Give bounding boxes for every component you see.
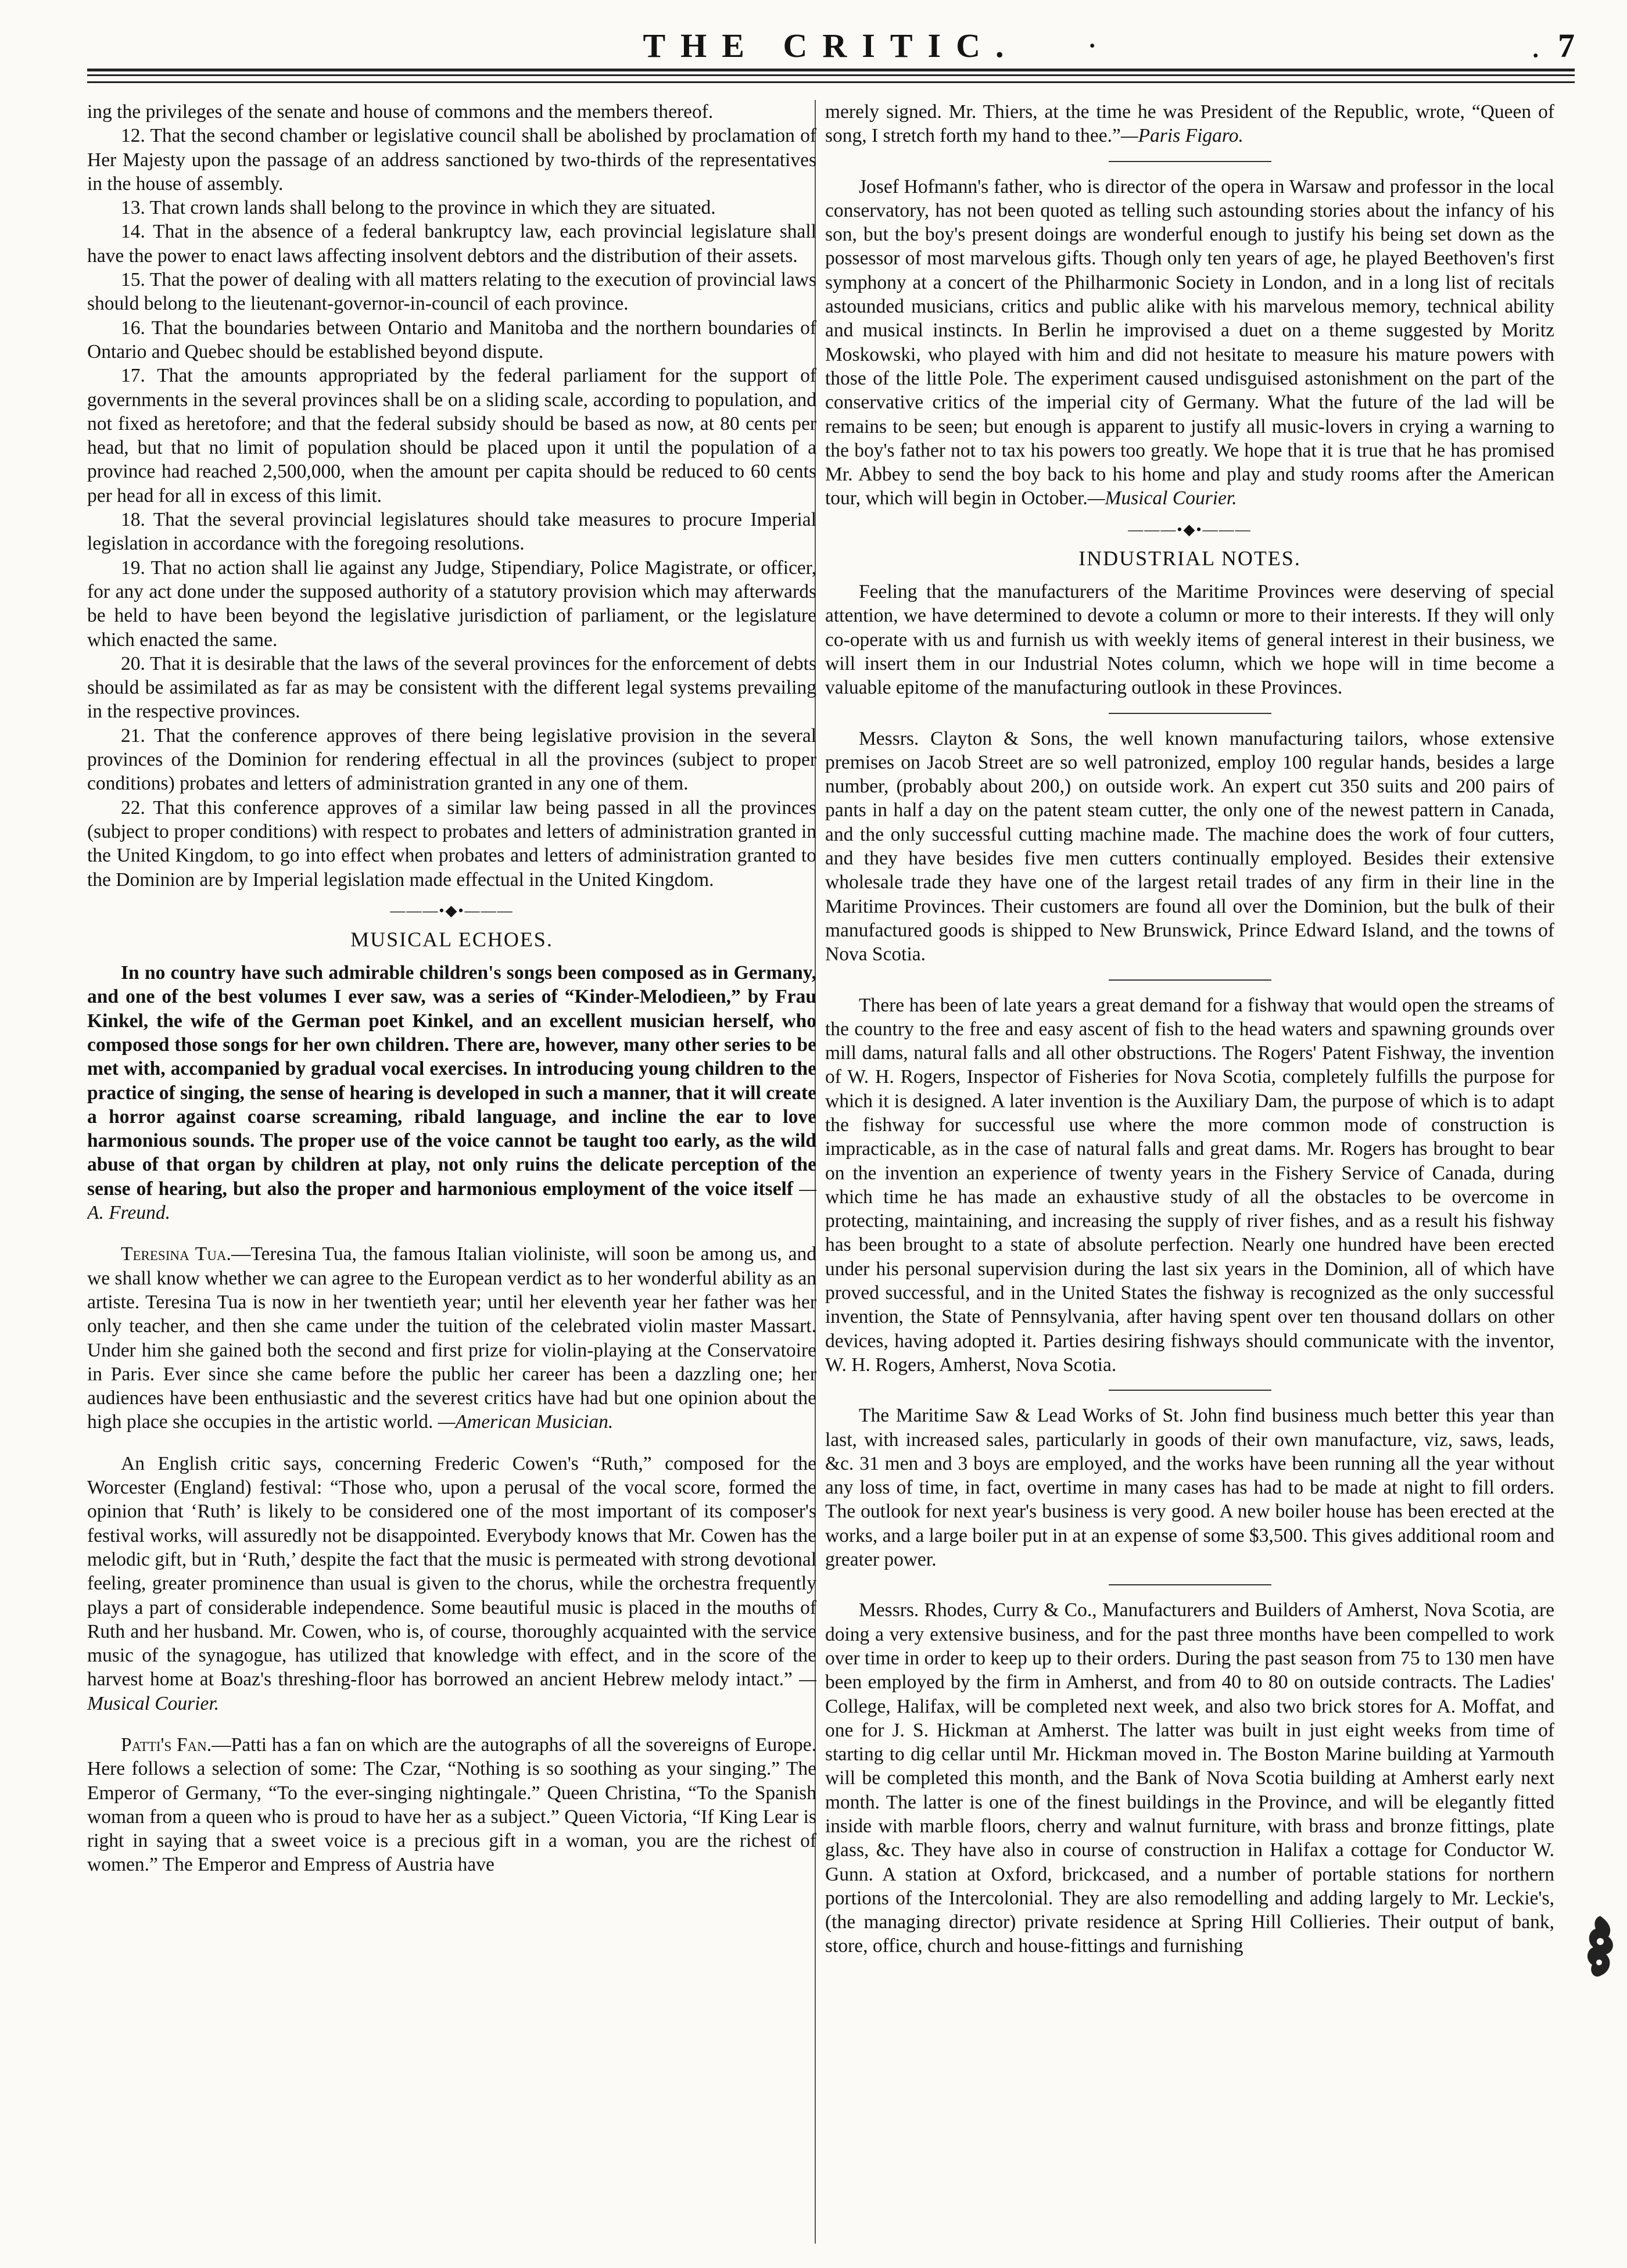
section-ornament: ———•◆•——— [390,902,514,919]
separator-rule [1109,713,1271,714]
page-number: 7 [1558,27,1575,64]
tua-signature: —American Musician. [438,1411,614,1433]
echoes-signature: —A. Freund. [87,1178,816,1224]
musical-echoes-heading: MUSICAL ECHOES. [350,927,553,951]
tua-runin: Teresina Tua. [121,1243,231,1265]
hofmann-signature: —Musical Courier. [1087,487,1237,509]
hofmann-paragraph: Josef Hofmann's father, who is director of the opera in Warsaw and professor in the local conservatory, has not been quoted as telling such astounding stories about the infancy of his son, but the boy's present doings are wonderful enough to justify his being set down as the possessor of most marvelous gifts. Though only ten years of age, he played Beethoven's first symphony at a concert of the Philharmonic Society in London, and in a long list of recitals astounded musicians, critics and public alike with his marvelous memory, technical ability and musical instincts. In Berlin he improvised a duet on a theme suggested by Moritz Moskowski, who played with him and did not hesitate to measure his mature powers with those of the little Pole. The experiment caused undisguised astonishment on the part of the conservative critics of the imperial city of Germany. What the future of the lad will be remains to be seen; but enough is apparent to justify all music-lovers in crying a warning to the boy's father not to tax his powers too greatly. We hope that it is true that he has promised Mr. Abbey to send the boy back to his home and play and study rooms after the American tour, which will begin in October.—Musical Courier. [825,175,1554,509]
resolution-item: 19. That no action shall lie against any Judge, Stipendiary, Police Magistrate, or officer, for any act done under the supposed authority of a statutory provision which may afterwards be held to have been beyond the legislative jurisdiction of parliament, or the legislature which enacted the same. [87,557,816,651]
resolution-item: 20. That it is desirable that the laws of the several provinces for the enforcement of debts should be assimilated as far as may be consistent with the different legal systems prevailing in the respective provinces. [87,652,816,723]
margin-blot-icon [1583,1911,1618,1987]
patti-signature: —Paris Figaro. [1120,125,1243,147]
resolution-item: 17. That the amounts appropriated by the federal parliament for the support of governments in the several provinces shall be on a sliding scale, according to population, and not fixed as heretofore; and that the federal subsidy should be based as now, at 80 cents per head, but that no limit of population should be placed upon it until the population of a province had reached 2,500,000, when the amount per capita should be reduced to 60 cents per head for all in excess of this limit. [87,365,816,507]
industrial-intro: Feeling that the manufacturers of the Maritime Provinces were deserving of special attention, we have determined to devote a column or more to their interests. If they will only co-operate with us and furnish us with weekly items of general interest in their business, we will insert them in our Industrial Notes column, which we hope will in time become a valuable epitome of the manufacturing outlook in these Provinces. [825,581,1554,699]
resolution-item: 18. That the several provincial legislatures should take measures to procure Imperial legislation in accordance with the foregoing resolutions. [87,509,816,555]
masthead-rule-thin [87,81,1575,83]
patti-continued: merely signed. Mr. Thiers, at the time he was President of the Republic, wrote, “Queen of song, I stretch forth my hand to thee.”—Paris Figaro. [825,101,1554,147]
masthead-rule-top [87,69,1575,71]
resolutions-continued: ing the privileges of the senate and house of commons and the members thereof. [87,101,714,123]
resolution-item: 22. That this conference approves of a similar law being passed in all the provinces (subject to proper conditions) with respect to probates and letters of administration granted in the United Kingdom, to go into effect when probates and letters of administration granted to the Dominion are by Imperial legislation made effectual in the United Kingdom. [87,796,816,891]
masthead [87,28,1575,64]
separator-rule [1109,1390,1271,1391]
right-column [825,100,1554,2244]
cowen-paragraph: An English critic says, concerning Frederic Cowen's “Ruth,” composed for the Worcester (England) festival: “Those who, upon a perusal of the vocal score, formed the opinion that ‘Ruth’ is likely to be considered one of the most important of its composer's festival works, will assuredly not be disappointed. Everybody knows that Mr. Cowen has the melodic gift, but in ‘Ruth,’ despite the fact that the music is permeated with strong devotional feeling, greater prominence than usual is given to the chorus, while the orchestra frequently plays a part of considerable independence. Some beautiful music is placed in the mouths of Ruth and her husband. Mr. Cowen, who is, of course, thoroughly acquainted with the service music of the synagogue, has utilized that knowledge with effect, and in the score of the harvest home at Boaz's threshing-floor has borrowed an ancient Hebrew melody intact.” —Musical Courier. [87,1452,816,1714]
left-column [87,100,816,2244]
saw-works-paragraph: The Maritime Saw & Lead Works of St. John find business much better this year than last, with increased sales, particularly in goods of their own manufacture, viz, saws, leads, &c. 31 men and 3 boys are employed, and the works have been running all the year without any loss of time, in fact, overtime in many cases has had to be made at night to fill orders. The outlook for next year's business is very good. A new boiler house has been erected at the works, and a large boiler put in at an expense of some $3,500. This gives additional room and greater power. [825,1405,1554,1571]
separator-rule [1109,1584,1271,1585]
cowen-signature: —Musical Courier. [87,1668,816,1714]
resolution-item: 21. That the conference approves of there being legislative provision in the several provinces of the Dominion for rendering effectual in all the provinces (subject to proper conditions) probates and letters of administration granted in any one of them. [87,724,816,795]
resolution-item: 12. That the second chamber or legislative council shall be abolished by proclamation of Her Majesty upon the passage of an address sanctioned by two-thirds of the representatives in the house of assembly. [87,125,816,195]
resolution-item: 16. That the boundaries between Ontario and Manitoba and the northern boundaries of Ontario and Quebec should be established beyond dispute. [87,317,816,363]
echoes-paragraph: In no country have such admirable children's songs been composed as in Germany, and one of the best volumes I ever saw, was a series of “Kinder-Melodieen,” by Frau Kinkel, the wife of the German poet Kinkel, and an excellent musician herself, who composed those songs for her own children. There are, however, many other series to be met with, accompanied by gradual vocal exercises. In introducing young children to the practice of singing, the sense of hearing is developed in such a manner, that it will create a horror against coarse screaming, ribald language, and incline the ear to love harmonious sounds. The proper use of the voice cannot be taught too early, as the wild abuse of that organ by children at play, not only ruins the delicate perception of the sense of hearing, but also the proper and harmonious employment of the voice itself —A. Freund. [87,962,816,1224]
resolution-item: 15. That the power of dealing with all matters relating to the execution of provincial laws should belong to the lieutenant-governor-in-council of each province. [87,269,816,315]
clayton-paragraph: Messrs. Clayton & Sons, the well known manufacturing tailors, whose extensive premises on Jacob Street are so well patronized, employ 100 regular hands, besides a large number, (probably about 200,) on outside work. An expert cut 350 suits and 200 pairs of pants in half a day on the patent steam cutter, the only one of the newest pattern in Canada, and the only successful cutting machine made. The machine does the work of four cutters, and they have besides five men cutters continually employed. Besides their extensive wholesale trade they have one of the largest retail trades of any firm in their line in the Maritime Provinces. Their customers are found all over the Dominion, but the bulk of their manufactured goods is shipped to New Brunswick, Prince Edward Island, and the towns of Nova Scotia. [825,727,1554,966]
masthead-dot-2: . [1531,27,1540,64]
resolution-item: 13. That crown lands shall belong to the province in which they are situated. [121,197,716,219]
separator-rule [1109,979,1271,981]
resolution-item: 14. That in the absence of a federal bankruptcy law, each provincial legislature shall have the power to enact laws affecting insolvent debtors and the distribution of their assets. [87,221,816,267]
rhodes-paragraph: Messrs. Rhodes, Curry & Co., Manufacturers and Builders of Amherst, Nova Scotia, are doing a very extensive business, and for the past three months have been compelled to work over time in order to keep up to their orders. During the past season from 75 to 130 men have been employed by the firm in Amherst, and from 40 to 80 on outside contracts. The Ladies' College, Halifax, will be completed next week, and also two brick stores for A. Moffat, and one for J. S. Hickman at Amherst. The latter was built in just eight weeks from time of starting to dig cellar until Mr. Hickman moved in. The Boston Marine building at Yarmouth will be completed this month, and the Bank of Nova Scotia building at Amherst early next month. The latter is one of the finest buildings in the Province, and will be elegantly fitted inside with marble floors, cherry and walnut furniture, with brass and bronze fittings, plate glass, &c. They have also in course of construction in Halifax a cottage for Conductor W. Gunn. A station at Oxford, brickcased, and a number of portable stations for northern portions of the Intercolonial. They are also remodelling and adding largely to Mr. Leckie's, (the managing director) private residence at Spring Hill Collieries. Their output of bank, store, office, church and house-fittings and furnishing [825,1599,1554,1957]
resolution-list [87,124,816,892]
masthead-dot: · [1087,27,1098,64]
masthead-title: THE CRITIC. [643,27,1019,64]
industrial-notes-heading: INDUSTRIAL NOTES. [1078,546,1301,570]
patti-paragraph: Patti's Fan.—Patti has a fan on which are the autographs of all the sovereigns of Europe. Here follows a selection of some: The Czar, “Nothing is so soothing as your singing.” The Emperor of Germany, “To the ever-singing nightingale.” Queen Christina, “To the Spanish woman from a queen who is proud to have her as a subject.” Queen Victoria, “If King Lear is right in saying that a sweet voice is a precious gift in a woman, you are the richest of women.” The Emperor and Empress of Austria have [87,1734,816,1876]
separator-rule [1109,161,1271,162]
section-ornament: ———•◆•——— [1128,521,1252,538]
masthead-rule-bottom [87,74,1575,76]
fishway-paragraph: There has been of late years a great demand for a fishway that would open the streams of the country to the free and easy ascent of fish to the head waters and spawning grounds over mill dams, natural falls and all other obstructions. The Rogers' Patent Fishway, the invention of W. H. Rogers, Inspector of Fisheries for Nova Scotia, completely fulfills the purpose for which it is designed. A later invention is the Auxiliary Dam, the purpose of which is to adapt the fishway for successful use where the more common mode of construction is impracticable, as in the case of natural falls and great dams. Mr. Rogers has brought to bear on the invention an experience of twenty years in the Fishery Service of Canada, during which time he has made an exhaustive study of all the obstacles to be overcome in protecting, maintaining, and increasing the supply of river fishes, and as a result his fishway has been brought to a state of absolute perfection. Nearly one hundred have been erected under his personal supervision during the last six years in the Dominion, all of which have proved successful, and in the United States the fishway is recognized as the only successful invention, the State of Pennsylvania, after having spent over ten thousand dollars on other devices, having adopted it. Parties desiring fishways should communicate with the inventor, W. H. Rogers, Amherst, Nova Scotia. [825,994,1554,1376]
patti-runin: Patti's Fan. [121,1734,212,1756]
tua-paragraph: Teresina Tua.—Teresina Tua, the famous Italian violiniste, will soon be among us, and we shall know whether we can agree to the European verdict as to her wonderful ability as an artiste. Teresina Tua is now in her twentieth year; until her eleventh year her father was her only teacher, and then she came under the tuition of the celebrated violin master Massart. Under him she gained both the second and first prize for violin-playing at the Conservatoire in Paris. Ever since she came before the public her career has been a dazzling one; her audiences have been enthusiastic and the severest critics have had but one opinion about the high place she occupies in the artistic world. —American Musician. [87,1243,816,1433]
